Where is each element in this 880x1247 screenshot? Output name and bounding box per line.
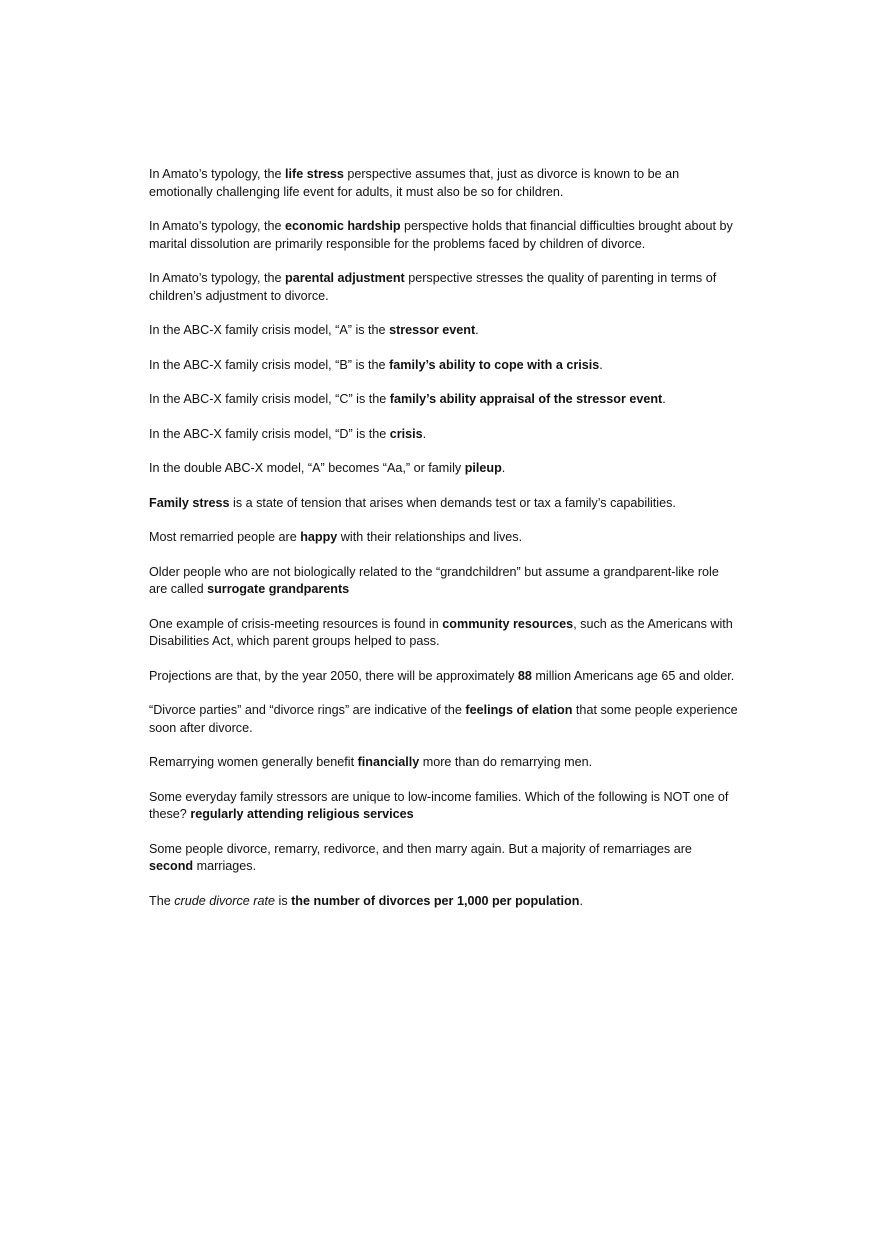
bold-term: Family stress bbox=[149, 495, 230, 510]
bold-term: stressor event bbox=[389, 323, 476, 337]
bold-term: family’s ability to cope with a crisis bbox=[389, 357, 600, 372]
text-run: In Amato’s typology, the bbox=[149, 271, 286, 285]
text-run: In Amato’s typology, the bbox=[149, 167, 286, 181]
text-run: . bbox=[501, 461, 506, 475]
paragraph bbox=[149, 841, 739, 876]
paragraph bbox=[149, 754, 739, 772]
text-run: , such as the Americans with Disabilities Act, which parent groups helped to pass. bbox=[149, 616, 733, 648]
text-run: In the ABC-X family crisis model, “B” is the bbox=[149, 357, 390, 372]
text-run: perspective assumes that, just as divorce is known to be an emotionally challenging life event for adults, it must also be so for children. bbox=[149, 167, 680, 199]
bold-term: family’s ability appraisal of the stressor event bbox=[389, 392, 663, 406]
paragraph bbox=[149, 529, 739, 547]
paragraph bbox=[149, 270, 739, 305]
text-run: with their relationships and lives. bbox=[337, 530, 523, 544]
text-run: marriages. bbox=[193, 859, 257, 873]
bold-term: second bbox=[149, 859, 194, 873]
bold-term: pileup bbox=[464, 461, 502, 475]
text-run: Remarrying women generally benefit bbox=[149, 755, 358, 769]
text-run: Projections are that, by the year 2050, there will be approximately bbox=[149, 668, 518, 683]
italic-term: crude divorce rate bbox=[174, 893, 276, 908]
text-run: Older people who are not biologically related to the “grandchildren” but assume a grandparent-like role are called bbox=[149, 564, 719, 596]
bold-term: life stress bbox=[285, 167, 344, 181]
paragraph bbox=[149, 391, 739, 409]
text-run: In the double ABC-X model, “A” becomes “Aa,” or family bbox=[149, 461, 465, 475]
paragraph bbox=[149, 218, 739, 253]
text-run: . bbox=[422, 426, 427, 441]
bold-term: community resources bbox=[442, 616, 574, 631]
paragraph bbox=[149, 616, 739, 651]
bold-term: feelings of elation bbox=[465, 703, 573, 717]
text-run: Some everyday family stressors are unique to low-income families. Which of the following is NOT one of these? bbox=[149, 789, 729, 821]
text-run: is a state of tension that arises when demands test or tax a family’s capabilities. bbox=[229, 495, 676, 510]
text-run: more than do remarrying men. bbox=[419, 755, 593, 769]
text-run: In the ABC-X family crisis model, “A” is the bbox=[149, 323, 390, 337]
text-run: . bbox=[475, 323, 479, 337]
text-run: In the ABC-X family crisis model, “D” is the bbox=[149, 426, 390, 441]
text-run: Some people divorce, remarry, redivorce, and then marry again. But a majority of remarriages are bbox=[149, 841, 692, 856]
paragraph bbox=[149, 322, 739, 340]
paragraph bbox=[149, 460, 739, 478]
paragraph bbox=[149, 495, 739, 513]
text-run: is bbox=[275, 893, 292, 908]
bold-term: 88 bbox=[517, 668, 532, 683]
bold-term: the number of divorces per 1,000 per population bbox=[291, 893, 580, 908]
paragraph bbox=[149, 357, 739, 375]
text-run: “Divorce parties” and “divorce rings” are indicative of the bbox=[149, 703, 466, 717]
text-run: Most remarried people are bbox=[149, 530, 301, 544]
text-run: In the ABC-X family crisis model, “C” is the bbox=[149, 392, 390, 406]
text-run: perspective stresses the quality of parenting in terms of children’s adjustment to divorce. bbox=[149, 271, 717, 303]
text-run: In Amato’s typology, the bbox=[149, 219, 286, 233]
text-run: . bbox=[579, 893, 583, 908]
text-run: million Americans age 65 and older. bbox=[531, 668, 735, 683]
bold-term: surrogate grandparents bbox=[207, 582, 350, 596]
bold-term: financially bbox=[357, 755, 420, 769]
bold-term: regularly attending religious services bbox=[190, 807, 414, 821]
text-run: that some people experience soon after divorce. bbox=[149, 703, 738, 735]
paragraph bbox=[149, 166, 739, 201]
bold-term: economic hardship bbox=[285, 219, 401, 233]
paragraph bbox=[149, 668, 739, 686]
bold-term: parental adjustment bbox=[285, 271, 405, 285]
text-run: . bbox=[599, 357, 603, 372]
document-body bbox=[149, 166, 739, 927]
paragraph bbox=[149, 564, 739, 599]
paragraph bbox=[149, 789, 739, 824]
text-run: perspective holds that financial difficulties brought about by marital dissolution are primarily responsible for the problems faced by children of divorce. bbox=[149, 219, 733, 251]
text-run: . bbox=[662, 392, 666, 406]
bold-term: crisis bbox=[389, 426, 423, 441]
paragraph bbox=[149, 893, 739, 911]
text-run: The bbox=[149, 893, 175, 908]
paragraph bbox=[149, 426, 739, 444]
bold-term: happy bbox=[300, 530, 338, 544]
text-run: One example of crisis-meeting resources is found in bbox=[149, 616, 443, 631]
paragraph bbox=[149, 702, 739, 737]
